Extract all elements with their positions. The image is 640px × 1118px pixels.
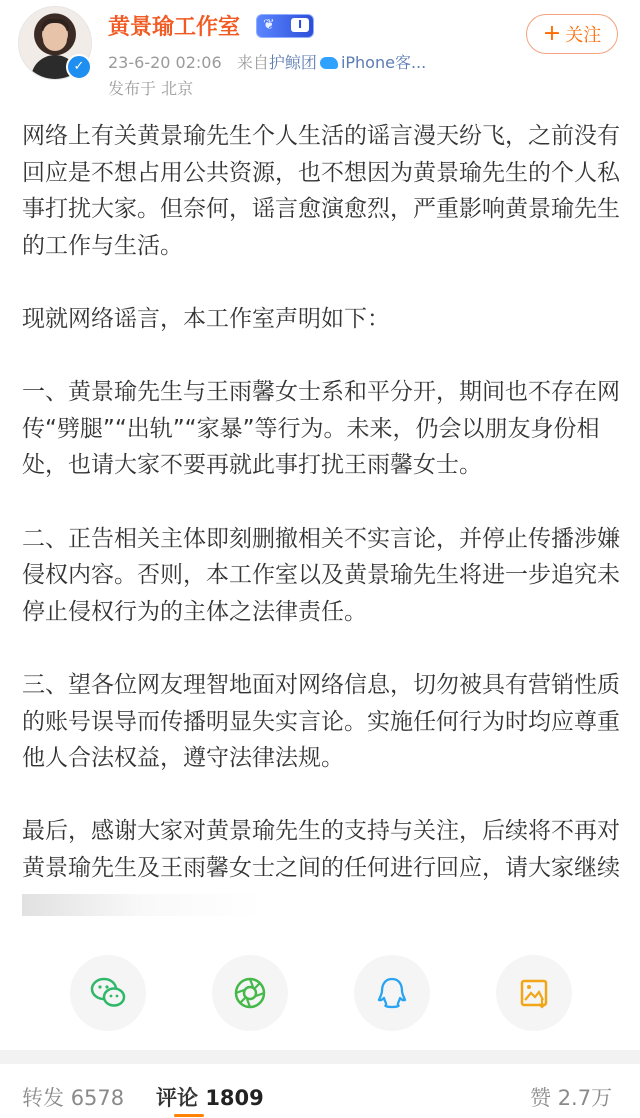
active-tab-indicator [174, 1114, 204, 1117]
repost-label: 转发 [22, 1086, 64, 1110]
paragraph-intro: 网络上有关黄景瑜先生个人生活的谣言漫天纷飞，之前没有回应是不想占用公共资源，也不想因为黄景瑜先生的个人私事打扰大家。但奈何，谣言愈演愈烈，严重影响黄景瑜先生的工作与生活。 [22, 123, 620, 259]
interaction-stats [0, 1082, 640, 1118]
paragraph-point-3: 三、望各位网友理智地面对网络信息，切勿被具有营销性质的账号误导而传播明显失实言论。实施任何行为时均应尊重他人合法权益，遵守法律法规。 [22, 671, 620, 772]
save-image-button[interactable] [496, 955, 572, 1031]
source-device[interactable]: iPhone客... [340, 53, 427, 72]
whale-icon [320, 57, 338, 69]
paragraph-point-2: 二、正告相关主体即刻删撤相关不实言论，并停止传播涉嫌侵权内容。否则，本工作室以及黄景瑜先生将进一步追究未停止侵权行为的主体之法律责任。 [22, 525, 620, 625]
post-header [0, 0, 640, 100]
plus-icon: + [542, 21, 562, 46]
closing-text: 最后，感谢大家对黄景瑜先生的支持与关注，后续将不再对黄景瑜先生及王雨馨女士之间的任何进行回应，请大家继续 [22, 818, 620, 881]
post-datetime: 23-6-20 02:06 [108, 53, 222, 72]
follow-label: 关注 [565, 25, 602, 46]
save-image-icon [513, 972, 555, 1014]
share-moments-button[interactable] [212, 955, 288, 1031]
share-qq-button[interactable] [354, 955, 430, 1031]
text-fade-overlay [22, 894, 262, 916]
vip-level-tag: I [291, 18, 309, 32]
moments-icon [229, 972, 271, 1014]
source-prefix: 来自 [236, 53, 269, 72]
wing-icon: ❦ [263, 17, 275, 33]
source-app[interactable]: 护鲸团 [268, 53, 317, 72]
share-wechat-button[interactable] [70, 955, 146, 1031]
tab-like[interactable] [530, 1082, 612, 1112]
share-row [0, 955, 640, 1035]
comment-label: 评论 [156, 1086, 198, 1110]
comment-count: 1809 [205, 1086, 264, 1110]
paragraph-point-1: 一、黄景瑜先生与王雨馨女士系和平分开，期间也不存在网传“劈腿”“出轨”“家暴”等行为。未来，仍会以朋友身份相处，也请大家不要再就此事打扰王雨馨女士。 [22, 379, 620, 479]
qq-icon [371, 972, 413, 1014]
post-content [22, 118, 620, 923]
author-name[interactable]: 黄景瑜工作室 [108, 15, 241, 40]
post-location: 发布于 北京 [108, 79, 194, 98]
like-count: 2.7万 [557, 1086, 613, 1110]
wechat-icon [87, 972, 129, 1014]
tab-repost[interactable] [22, 1082, 124, 1112]
follow-button[interactable] [526, 14, 618, 54]
section-divider [0, 1050, 640, 1064]
vip-badge-icon[interactable] [256, 14, 314, 38]
verified-icon: ✓ [66, 54, 92, 80]
tab-comment[interactable] [156, 1082, 264, 1112]
repost-count: 6578 [70, 1086, 125, 1110]
avatar-face [43, 23, 67, 51]
paragraph-statement-lead: 现就网络谣言，本工作室声明如下： [22, 305, 390, 332]
like-label: 赞 [530, 1086, 551, 1110]
paragraph-closing [22, 813, 620, 923]
post-meta [108, 50, 426, 73]
